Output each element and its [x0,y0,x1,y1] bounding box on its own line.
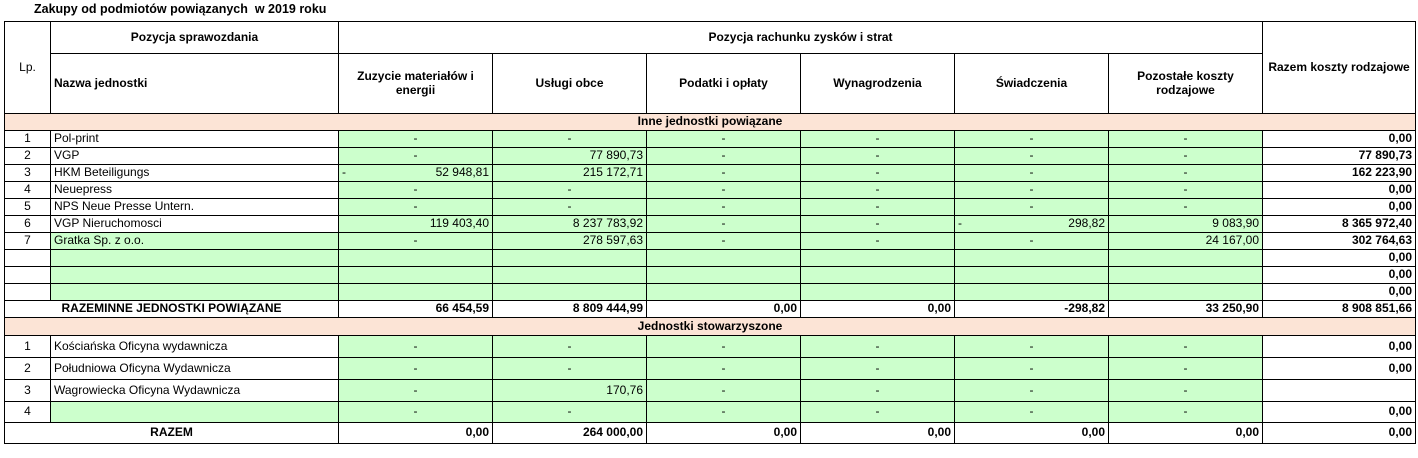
table-row [5,216,1416,233]
row-name: HKM Beteiligungs [51,165,339,182]
value-text: - [875,165,880,180]
value-cell [1109,233,1263,250]
row-name: NPS Neue Presse Untern. [51,199,339,216]
table-row [5,336,1416,358]
value-text: - [721,165,726,180]
row-lp: 4 [5,402,51,423]
value-text: - [567,199,572,214]
row-name: Pol-print [51,131,339,148]
value-text: - [1029,148,1034,163]
minus-marker: - [342,165,346,180]
row-total: 0,00 [1263,267,1416,284]
value-cell [1109,267,1263,284]
value-cell [647,199,801,216]
value-text: - [875,233,880,248]
row-total [1263,380,1416,402]
value-text: 24 167,00 [1205,233,1260,248]
value-cell: - [1109,358,1263,380]
value-cell [493,233,647,250]
value-cell [339,165,493,182]
value-cell [339,199,493,216]
row-name [51,250,339,267]
sum-cell: 0,00 [647,423,801,444]
table-row [5,233,1416,250]
value-cell: - [1109,336,1263,358]
empty-row [5,284,1416,301]
value-cell [647,148,801,165]
value-text: 8 237 783,92 [572,216,643,231]
row-total: 77 890,73 [1263,148,1416,165]
value-cell [1109,216,1263,233]
row-name [51,284,339,301]
value-cell [801,267,955,284]
value-cell: - [339,402,493,423]
sum-cell: 8 809 444,99 [493,301,647,318]
sum-total: 0,00 [1263,423,1416,444]
lp-header: Lp. [5,22,51,114]
col-header: Świadczenia [955,54,1109,114]
value-text: 77 890,73 [589,148,643,163]
col-header: Pozostałe koszty rodzajowe [1109,54,1263,114]
value-cell [801,233,955,250]
minus-marker: - [958,216,962,231]
value-cell [339,148,493,165]
value-cell [955,148,1109,165]
value-text: - [875,199,880,214]
value-cell [647,267,801,284]
row-lp: 1 [5,336,51,358]
value-text: - [721,182,726,197]
value-cell [647,165,801,182]
sum-cell: 0,00 [801,301,955,318]
col-header: Wynagrodzenia [801,54,955,114]
section1-sum-label: RAZEMINNE JEDNOSTKI POWIĄZANE [5,301,339,318]
value-cell [339,216,493,233]
value-cell [647,233,801,250]
row-name: Kościańska Oficyna wydawnicza [51,336,339,358]
value-text: - [875,216,880,231]
sum-cell: 0,00 [801,423,955,444]
section-title-inne: Inne jednostki powiązane [5,114,1416,131]
value-cell [1109,165,1263,182]
value-cell [955,165,1109,182]
value-cell: 170,76 [493,380,647,402]
value-cell [1109,148,1263,165]
value-cell: - [1109,380,1263,402]
value-text: 52 948,81 [435,165,489,180]
value-cell: - [339,358,493,380]
sum-cell: 264 000,00 [493,423,647,444]
value-cell: - [339,380,493,402]
value-text: - [1183,182,1188,197]
value-cell: - [801,336,955,358]
value-cell [493,250,647,267]
value-cell: - [493,402,647,423]
row-name: Neuepress [51,182,339,199]
value-text: 215 172,71 [582,165,643,180]
value-cell [801,250,955,267]
value-cell: - [493,336,647,358]
table-row [5,165,1416,182]
value-cell [647,284,801,301]
value-cell [955,199,1109,216]
value-text: - [1183,131,1188,146]
value-cell [339,182,493,199]
value-text: - [1029,233,1034,248]
row-lp: 5 [5,199,51,216]
row-total: 0,00 [1263,402,1416,423]
table-row [5,131,1416,148]
value-text: 119 403,40 [429,216,489,231]
value-cell [801,131,955,148]
value-cell: - [647,402,801,423]
row-lp: 3 [5,165,51,182]
row-name [51,402,339,423]
table-row [5,199,1416,216]
row-lp [5,284,51,301]
table-row [5,182,1416,199]
sum-cell: 0,00 [339,423,493,444]
value-cell: - [647,358,801,380]
value-text: - [413,233,418,248]
row-lp [5,267,51,284]
value-text: 9 083,90 [1212,216,1260,231]
empty-row [5,250,1416,267]
table-row [5,148,1416,165]
value-cell [647,216,801,233]
value-text: - [1029,199,1034,214]
value-cell [801,199,955,216]
value-cell: - [955,402,1109,423]
value-cell [493,199,647,216]
value-cell [801,148,955,165]
row-lp: 6 [5,216,51,233]
value-cell [647,250,801,267]
value-text: - [413,182,418,197]
value-cell [493,284,647,301]
value-cell: - [1109,402,1263,423]
value-cell [955,267,1109,284]
value-text: - [721,131,726,146]
row-lp: 2 [5,148,51,165]
value-cell [1109,199,1263,216]
row-lp: 7 [5,233,51,250]
value-text: - [721,216,726,231]
row-total: 0,00 [1263,199,1416,216]
value-cell [647,182,801,199]
value-cell [801,284,955,301]
value-cell: - [339,336,493,358]
value-text: - [721,199,726,214]
value-cell [339,131,493,148]
value-text: - [1029,165,1034,180]
value-cell [1109,182,1263,199]
row-lp: 4 [5,182,51,199]
razem-header: Razem koszty rodzajowe [1263,22,1416,114]
sum-cell: 0,00 [955,423,1109,444]
value-cell [1109,250,1263,267]
value-cell [955,250,1109,267]
table-row [5,358,1416,380]
col-header: Podatki i opłaty [647,54,801,114]
value-text: - [1029,182,1034,197]
value-cell [955,284,1109,301]
row-name: Południowa Oficyna Wydawnicza [51,358,339,380]
purchases-table [4,21,1416,444]
value-cell [647,131,801,148]
col-header: Zuzycie materiałów i energii [339,54,493,114]
value-cell [493,165,647,182]
value-cell [493,131,647,148]
value-text: - [567,182,572,197]
table-row [5,380,1416,402]
row-name: Gratka Sp. z o.o. [51,233,339,250]
value-text: - [1029,131,1034,146]
value-cell: - [647,336,801,358]
value-cell [339,284,493,301]
row-lp: 3 [5,380,51,402]
row-name: VGP Nieruchomosci [51,216,339,233]
value-cell: - [955,380,1109,402]
value-cell [801,165,955,182]
value-cell: - [955,336,1109,358]
value-cell [1109,131,1263,148]
value-cell [801,216,955,233]
nazwa-jednostki-header: Nazwa jednostki [51,54,339,114]
row-total: 0,00 [1263,250,1416,267]
value-cell [493,182,647,199]
value-cell [955,216,1109,233]
section-title-stowarzyszone: Jednostki stowarzyszone [5,318,1416,336]
value-cell [801,182,955,199]
empty-row [5,267,1416,284]
col-header: Usługi obce [493,54,647,114]
row-total: 0,00 [1263,182,1416,199]
row-total: 0,00 [1263,131,1416,148]
row-total: 162 223,90 [1263,165,1416,182]
value-cell [493,267,647,284]
value-cell [493,216,647,233]
row-total: 0,00 [1263,284,1416,301]
section2-sum-label: RAZEM [5,423,339,444]
value-text: 278 597,63 [582,233,643,248]
sum-cell: 66 454,59 [339,301,493,318]
row-total: 302 764,63 [1263,233,1416,250]
value-cell [955,233,1109,250]
row-total: 0,00 [1263,358,1416,380]
value-text: - [875,131,880,146]
row-name [51,267,339,284]
row-total: 8 365 972,40 [1263,216,1416,233]
value-cell [955,182,1109,199]
value-text: - [567,131,572,146]
pozycja-sprawozdania-header: Pozycja sprawozdania [51,22,339,54]
value-cell [339,267,493,284]
table-row [5,402,1416,423]
value-cell: - [647,380,801,402]
value-cell [1109,284,1263,301]
row-total: 0,00 [1263,336,1416,358]
value-text: - [875,148,880,163]
row-name: Wagrowiecka Oficyna Wydawnicza [51,380,339,402]
value-cell [339,233,493,250]
sum-cell: 33 250,90 [1109,301,1263,318]
value-cell: - [493,358,647,380]
sum-cell: 0,00 [647,301,801,318]
row-name: VGP [51,148,339,165]
value-text: - [721,148,726,163]
value-cell [339,250,493,267]
value-text: - [1183,165,1188,180]
value-cell: - [955,358,1109,380]
row-lp: 1 [5,131,51,148]
value-text: - [1183,148,1188,163]
pozycja-rachunku-header: Pozycja rachunku zysków i strat [339,22,1263,54]
row-lp: 2 [5,358,51,380]
value-text: 298,82 [1068,216,1105,231]
sum-total: 8 908 851,66 [1263,301,1416,318]
value-text: - [413,148,418,163]
sum-cell: 0,00 [1109,423,1263,444]
report-title: Zakupy od podmiotów powiązanych w 2019 roku [34,2,327,16]
value-text: - [721,233,726,248]
sum-cell: -298,82 [955,301,1109,318]
value-text: - [413,131,418,146]
value-cell [493,148,647,165]
value-cell: - [801,402,955,423]
value-text: - [413,199,418,214]
value-text: - [1183,199,1188,214]
value-cell [955,131,1109,148]
value-cell: - [801,380,955,402]
row-lp [5,250,51,267]
value-cell: - [801,358,955,380]
value-text: - [875,182,880,197]
